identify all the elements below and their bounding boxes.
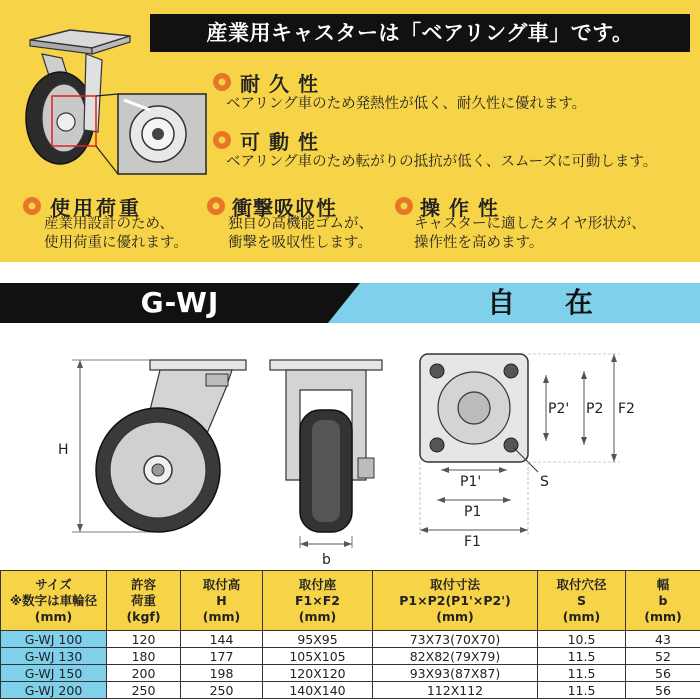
spec-cell-width: 43 xyxy=(626,631,700,648)
column-header-line: (mm) xyxy=(202,608,241,624)
feature-desc-mobility: ベアリング車のため転がりの抵抗が低く、スムーズに可動します。 xyxy=(226,154,658,170)
spec-cell-mount-plate: 120X120 xyxy=(263,665,373,682)
column-header-hole-diameter xyxy=(538,571,626,631)
column-header-line: ※数字は車輪径 xyxy=(9,592,98,608)
spec-cell-mount-plate: 105X105 xyxy=(263,648,373,665)
dim-label-F2: F2 xyxy=(618,401,635,417)
spec-cell-width: 56 xyxy=(626,665,700,682)
spec-cell-mount-height: 250 xyxy=(181,682,263,699)
column-header-line: (kgf) xyxy=(126,608,161,624)
column-header-line: 荷重 xyxy=(130,592,156,608)
spec-cell-mount-dimension: 73X73(70X70) xyxy=(373,631,538,648)
column-header-line: S xyxy=(576,592,586,608)
feature-desc-load-1: 産業用設計のため、 xyxy=(44,216,174,232)
feature-desc-durability: ベアリング車のため発熱性が低く、耐久性に優れます。 xyxy=(226,96,587,112)
spec-cell-mount-plate: 140X140 xyxy=(263,682,373,699)
spec-cell-hole-diameter: 11.5 xyxy=(538,665,626,682)
column-header-line: (mm) xyxy=(34,608,73,624)
spec-cell-hole-diameter: 11.5 xyxy=(538,648,626,665)
gear-icon xyxy=(20,194,44,218)
feature-desc-operability-2: 操作性を高めます。 xyxy=(414,235,544,251)
column-header-line: サイズ xyxy=(35,576,72,592)
feature-desc-operability-1: キャスターに適したタイヤ形状が、 xyxy=(414,216,646,232)
model-cell: G-WJ 150 xyxy=(1,665,107,682)
spec-cell-hole-diameter: 11.5 xyxy=(538,682,626,699)
dim-label-H: H xyxy=(58,442,69,458)
top-view-drawing xyxy=(420,354,635,550)
column-header-line: b xyxy=(658,592,668,608)
model-cell: G-WJ 200 xyxy=(1,682,107,699)
feature-title-mobility: 可動性 xyxy=(240,130,327,154)
feature-desc-load-2: 使用荷重に優れます。 xyxy=(44,235,188,251)
column-header-line: F1×F2 xyxy=(295,592,340,608)
feature-panel xyxy=(0,0,700,262)
column-header-line: 許容 xyxy=(130,576,156,592)
gear-icon xyxy=(210,70,234,94)
column-header-line: 幅 xyxy=(656,576,670,592)
spec-cell-mount-dimension: 112X112 xyxy=(373,682,538,699)
dim-label-S: S xyxy=(540,474,549,490)
spec-cell-load: 250 xyxy=(107,682,181,699)
model-name: G-WJ xyxy=(140,286,220,319)
table-row xyxy=(1,665,700,682)
front-view-drawing xyxy=(270,360,382,568)
spec-cell-hole-diameter: 10.5 xyxy=(538,631,626,648)
dim-label-P2: P2 xyxy=(586,401,604,417)
table-row xyxy=(1,682,700,699)
column-header-line: (mm) xyxy=(436,608,474,624)
column-header-mount-dimension xyxy=(373,571,538,631)
column-header-size xyxy=(1,571,107,631)
headline-text: 産業用キャスターは「ベアリング車」です。 xyxy=(206,21,634,45)
column-header-line: 取付寸法 xyxy=(429,576,480,592)
spec-header-row xyxy=(1,571,700,631)
column-header-width xyxy=(626,571,700,631)
dim-label-b: b xyxy=(322,552,331,568)
feature-desc-shock-2: 衝撃を吸収性します。 xyxy=(228,235,372,251)
table-row xyxy=(1,631,700,648)
dim-label-P1: P1 xyxy=(464,504,482,520)
spec-cell-load: 120 xyxy=(107,631,181,648)
headline-banner xyxy=(150,14,690,52)
dim-label-P1-prime: P1' xyxy=(460,474,482,490)
spec-cell-mount-dimension: 82X82(79X79) xyxy=(373,648,538,665)
column-header-line: 取付穴径 xyxy=(556,576,607,592)
column-header-line: (mm) xyxy=(298,608,337,624)
column-header-line: P1×P2(P1'×P2') xyxy=(399,592,511,608)
gear-icon xyxy=(210,128,234,152)
caster-type: 自 在 xyxy=(487,286,613,319)
feature-title-shock: 衝撃吸収性 xyxy=(232,196,337,220)
column-header-mount-plate xyxy=(263,571,373,631)
dim-label-P2-prime: P2' xyxy=(548,401,570,417)
model-cell: G-WJ 100 xyxy=(1,631,107,648)
feature-title-load: 使用荷重 xyxy=(50,196,142,220)
spec-cell-width: 56 xyxy=(626,682,700,699)
spec-cell-mount-height: 198 xyxy=(181,665,263,682)
gear-icon xyxy=(204,194,228,218)
side-view-drawing xyxy=(58,360,246,532)
dim-label-F1: F1 xyxy=(464,534,481,550)
spec-table xyxy=(0,570,700,699)
spec-cell-mount-plate: 95X95 xyxy=(263,631,373,648)
spec-cell-mount-dimension: 93X93(87X87) xyxy=(373,665,538,682)
column-header-line: 取付高 xyxy=(202,576,241,592)
column-header-load xyxy=(107,571,181,631)
gear-icon xyxy=(392,194,416,218)
feature-title-operability: 操作性 xyxy=(420,196,507,220)
spec-cell-mount-height: 177 xyxy=(181,648,263,665)
feature-title-durability: 耐久性 xyxy=(240,72,327,96)
column-header-line: (mm) xyxy=(644,608,682,624)
column-header-line: 取付座 xyxy=(298,576,337,592)
spec-cell-load: 200 xyxy=(107,665,181,682)
caster-illustration xyxy=(0,0,230,180)
column-header-line: (mm) xyxy=(562,608,601,624)
column-header-mount-height xyxy=(181,571,263,631)
table-row xyxy=(1,648,700,665)
spec-body xyxy=(1,631,700,699)
spec-cell-width: 52 xyxy=(626,648,700,665)
model-cell: G-WJ 130 xyxy=(1,648,107,665)
spec-cell-load: 180 xyxy=(107,648,181,665)
feature-desc-shock-1: 独自の高機能ゴムが、 xyxy=(228,216,373,232)
spec-cell-mount-height: 144 xyxy=(181,631,263,648)
technical-drawings xyxy=(0,330,700,570)
column-header-line: H xyxy=(216,592,227,608)
